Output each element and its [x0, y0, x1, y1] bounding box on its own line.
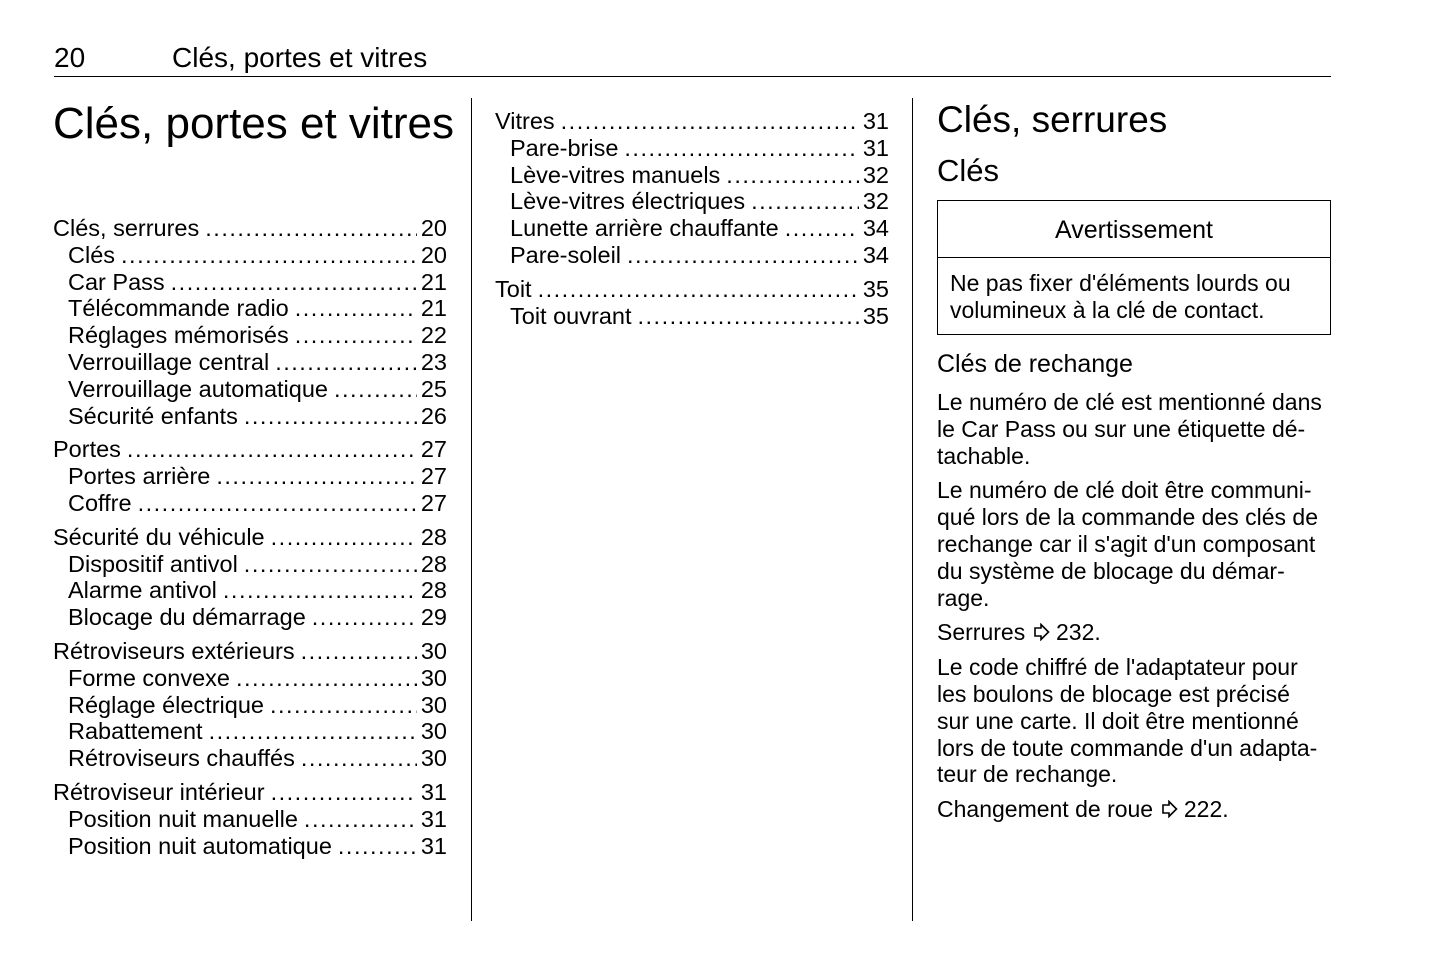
toc-entry-title: Sécurité du véhicule — [53, 523, 265, 550]
table-of-contents-left — [53, 215, 447, 866]
toc-page-number: 28 — [420, 550, 447, 577]
toc-page-number: 22 — [420, 322, 447, 349]
paragraph — [937, 477, 1331, 611]
toc-entry-title: Position nuit manuelle — [68, 805, 298, 832]
toc-page-number: 31 — [862, 134, 889, 161]
toc-entry-title: Portes arrière — [68, 463, 211, 490]
column-divider — [471, 98, 472, 921]
toc-page-number: 27 — [420, 436, 447, 463]
toc-subentry[interactable] — [53, 490, 447, 517]
toc-entry-title: Vitres — [495, 108, 555, 134]
text-line: Le numéro de clé doit être communi- — [937, 477, 1312, 504]
toc-subentry[interactable] — [53, 718, 447, 745]
text-line: Ne pas fixer d'éléments lourds ou — [950, 270, 1291, 296]
toc-entry-title: Lunette arrière chauffante — [510, 215, 779, 242]
toc-page-number: 21 — [420, 295, 447, 322]
toc-entry-title: Lève-vitres manuels — [510, 161, 721, 188]
toc-page-number: 30 — [420, 718, 447, 745]
dot-leader — [726, 162, 859, 189]
toc-entry[interactable] — [495, 276, 889, 303]
toc-subentry[interactable] — [53, 242, 447, 269]
toc-subentry[interactable] — [53, 551, 447, 578]
toc-subentry[interactable] — [53, 322, 447, 349]
toc-page-number: 30 — [420, 664, 447, 691]
dot-leader — [127, 436, 417, 463]
dot-leader — [216, 463, 417, 490]
text-line: Le code chiffré de l'adaptateur pour — [937, 654, 1298, 681]
dot-leader — [561, 108, 859, 135]
toc-page-number: 35 — [862, 302, 889, 329]
section-title: Clés, serrures — [937, 99, 1168, 140]
toc-entry[interactable] — [495, 108, 889, 135]
toc-entry-title: Portes — [53, 436, 121, 463]
cross-reference[interactable] — [937, 619, 1331, 646]
dot-leader — [275, 349, 417, 376]
dot-leader — [205, 215, 417, 242]
toc-page-number: 20 — [420, 215, 447, 241]
toc-page-number: 32 — [862, 161, 889, 188]
toc-entry[interactable] — [53, 638, 447, 665]
toc-subentry[interactable] — [53, 577, 447, 604]
toc-page-number: 27 — [420, 489, 447, 516]
toc-entry-title: Rabattement — [68, 718, 203, 745]
dot-leader — [209, 718, 417, 745]
toc-entry-title: Pare-soleil — [510, 241, 622, 268]
text-line: le Car Pass ou sur une étiquette dé- — [937, 415, 1306, 442]
toc-entry-title: Verrouillage central — [68, 348, 270, 375]
toc-page-number: 26 — [420, 402, 447, 429]
toc-group — [53, 779, 447, 859]
text-line: lors de toute commande d'un adapta- — [937, 734, 1318, 761]
toc-subentry[interactable] — [53, 833, 447, 860]
toc-entry[interactable] — [53, 524, 447, 551]
toc-page-number: 32 — [862, 188, 889, 215]
chapter-title: Clés, portes et vitres — [53, 99, 455, 148]
toc-subentry[interactable] — [495, 215, 889, 242]
dot-leader — [121, 242, 417, 269]
toc-page-number: 30 — [420, 745, 447, 772]
toc-entry-title: Dispositif antivol — [68, 550, 238, 577]
column-divider — [912, 98, 913, 921]
toc-entry-title: Toit ouvrant — [510, 302, 632, 329]
toc-page-number: 31 — [862, 108, 889, 134]
dot-leader — [223, 577, 417, 604]
warning-box — [937, 200, 1331, 335]
toc-subentry[interactable] — [53, 463, 447, 490]
toc-entry-title: Pare-brise — [510, 134, 619, 161]
dot-leader — [304, 806, 417, 833]
toc-page-number: 31 — [420, 778, 447, 805]
reference-arrow-icon — [1032, 623, 1050, 641]
toc-subentry[interactable] — [53, 745, 447, 772]
toc-page-number: 31 — [420, 805, 447, 832]
toc-entry-title: Forme convexe — [68, 664, 230, 691]
toc-entry-title: Réglages mémorisés — [68, 322, 289, 349]
dot-leader — [751, 188, 859, 215]
reference-label: Changement de roue — [937, 796, 1154, 823]
toc-page-number: 23 — [420, 348, 447, 375]
toc-entry-title: Réglage électrique — [68, 691, 264, 718]
dot-leader — [785, 215, 859, 242]
toc-entry-title: Alarme antivol — [68, 577, 217, 604]
toc-page-number: 35 — [862, 275, 889, 302]
dot-leader — [627, 242, 859, 269]
page-number: 20 — [54, 42, 86, 73]
toc-entry-title: Clés, serrures — [53, 215, 200, 241]
table-of-contents-middle — [495, 108, 889, 336]
toc-entry-title: Position nuit automatique — [68, 832, 332, 859]
text-line: volumineux à la clé de contact. — [950, 297, 1265, 323]
toc-group — [53, 215, 447, 429]
toc-subentry[interactable] — [53, 806, 447, 833]
dot-leader — [624, 135, 858, 162]
cross-reference[interactable] — [937, 796, 1331, 823]
toc-subentry[interactable] — [53, 604, 447, 631]
dot-leader — [236, 665, 417, 692]
toc-entry-title: Car Pass — [68, 268, 165, 295]
text-line: rechange car il s'agit d'un composant — [937, 530, 1316, 557]
text-line: les boulons de blocage est précisé — [937, 680, 1290, 707]
running-title: Clés, portes et vitres — [172, 42, 428, 73]
dot-leader — [271, 779, 417, 806]
toc-page-number: 28 — [420, 577, 447, 604]
toc-group — [53, 524, 447, 631]
toc-subentry[interactable] — [53, 376, 447, 403]
toc-entry-title: Rétroviseurs extérieurs — [53, 637, 295, 664]
dot-leader — [171, 269, 417, 296]
warning-body — [938, 258, 1330, 334]
toc-subentry[interactable] — [53, 295, 447, 322]
toc-subentry[interactable] — [495, 162, 889, 189]
toc-entry[interactable] — [53, 436, 447, 463]
paragraph — [937, 654, 1331, 788]
dot-leader — [271, 524, 417, 551]
toc-subentry[interactable] — [53, 692, 447, 719]
toc-page-number: 34 — [862, 241, 889, 268]
toc-group — [495, 276, 889, 330]
dot-leader — [295, 322, 417, 349]
dot-leader — [301, 745, 417, 772]
section-content — [937, 96, 1331, 831]
paragraph — [937, 389, 1331, 469]
page-header — [54, 40, 1331, 77]
dot-leader — [138, 490, 417, 517]
text-line: qué lors de la commande des clés de — [937, 504, 1318, 531]
dot-leader — [244, 403, 417, 430]
toc-subentry[interactable] — [53, 349, 447, 376]
toc-page-number: 21 — [420, 268, 447, 295]
text-line: du système de blocage du démar- — [937, 557, 1285, 584]
toc-entry-title: Sécurité enfants — [68, 402, 238, 429]
toc-entry-title: Verrouillage automatique — [68, 375, 328, 402]
toc-entry-title: Toit — [495, 275, 532, 302]
toc-page-number: 30 — [420, 637, 447, 664]
sub-heading: Clés de rechange — [937, 350, 1133, 378]
toc-subentry[interactable] — [495, 242, 889, 269]
toc-page-number: 20 — [420, 241, 447, 268]
dot-leader — [301, 638, 417, 665]
toc-page-number: 28 — [420, 523, 447, 550]
dot-leader — [338, 833, 417, 860]
reference-page: 232. — [1055, 619, 1101, 646]
text-line: Le numéro de clé est mentionné dans — [937, 389, 1322, 415]
text-line: teur de rechange. — [937, 761, 1118, 788]
toc-subentry[interactable] — [495, 188, 889, 215]
toc-subentry[interactable] — [53, 269, 447, 296]
toc-page-number: 30 — [420, 691, 447, 718]
dot-leader — [244, 551, 417, 578]
toc-entry-title: Télécommande radio — [68, 295, 289, 322]
dot-leader — [312, 604, 417, 631]
toc-group — [495, 108, 889, 269]
toc-group — [53, 638, 447, 772]
toc-entry-title: Rétroviseurs chauffés — [68, 745, 295, 772]
toc-subentry[interactable] — [53, 665, 447, 692]
toc-page-number: 34 — [862, 215, 889, 242]
toc-entry[interactable] — [53, 215, 447, 242]
text-line: rage. — [937, 584, 990, 611]
toc-page-number: 27 — [420, 463, 447, 490]
toc-page-number: 25 — [420, 375, 447, 402]
dot-leader — [334, 376, 417, 403]
toc-entry[interactable] — [53, 779, 447, 806]
dot-leader — [295, 295, 417, 322]
toc-entry-title: Coffre — [68, 489, 132, 516]
toc-entry-title: Clés — [68, 241, 116, 268]
toc-page-number: 29 — [420, 604, 447, 631]
toc-subentry[interactable] — [53, 403, 447, 430]
toc-group — [53, 436, 447, 516]
reference-arrow-icon — [1160, 800, 1178, 818]
dot-leader — [637, 303, 858, 330]
text-line: tachable. — [937, 442, 1031, 469]
toc-entry-title: Lève-vitres électriques — [510, 188, 746, 215]
toc-subentry[interactable] — [495, 135, 889, 162]
reference-label: Serrures — [937, 619, 1026, 646]
warning-title: Avertissement — [938, 201, 1330, 258]
section-subtitle: Clés — [937, 153, 1000, 188]
toc-subentry[interactable] — [495, 303, 889, 330]
reference-page: 222. — [1183, 796, 1229, 823]
toc-entry-title: Rétroviseur intérieur — [53, 778, 265, 805]
text-line: sur une carte. Il doit être mentionné — [937, 707, 1299, 734]
toc-page-number: 31 — [420, 832, 447, 859]
dot-leader — [538, 276, 859, 303]
dot-leader — [270, 692, 417, 719]
toc-entry-title: Blocage du démarrage — [68, 604, 306, 631]
